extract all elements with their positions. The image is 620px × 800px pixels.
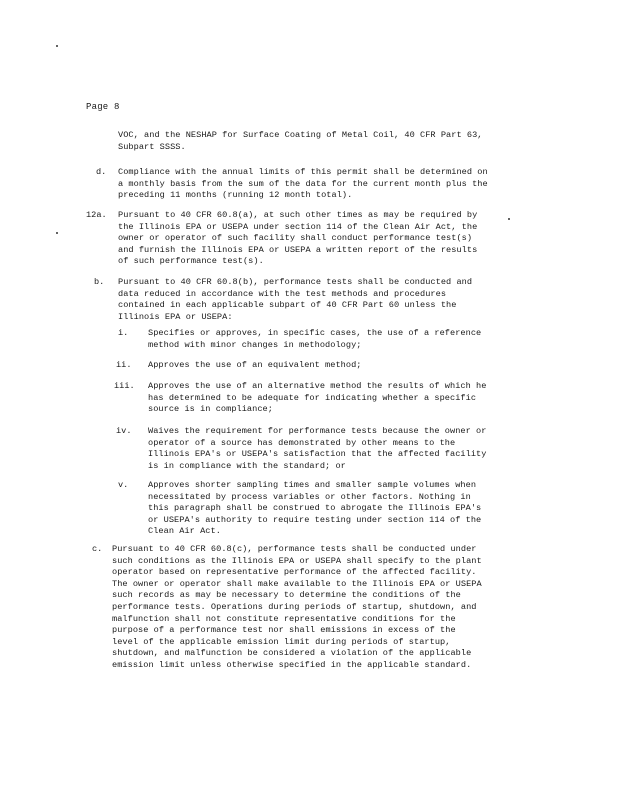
item-marker: 12a. (86, 210, 107, 220)
scan-speck (56, 45, 58, 47)
item-marker: b. (94, 277, 105, 287)
text-line: data reduced in accordance with the test methods and procedures (118, 288, 447, 299)
text-line: the Illinois EPA or USEPA under section 114 of the Clean Air Act, the (118, 221, 478, 232)
page-number-label: Page 8 (86, 102, 120, 112)
subparagraph-i (148, 328, 481, 351)
subitem-marker: i. (118, 328, 129, 338)
text-line: The owner or operator shall make available to the Illinois EPA or USEPA (112, 578, 482, 589)
subparagraph-v (148, 480, 481, 538)
text-line: Clean Air Act. (148, 526, 221, 537)
text-line: Pursuant to 40 CFR 60.8(b), performance tests shall be conducted and (118, 277, 473, 287)
text-line: preceding 11 months (running 12 month total). (118, 190, 353, 201)
subparagraph-ii (148, 360, 362, 372)
continuation-paragraph (118, 130, 483, 153)
text-line: this paragraph shall be construed to abrogate the Illinois EPA's (148, 503, 482, 514)
text-line: and furnish the Illinois EPA or USEPA a written report of the results (118, 244, 478, 255)
text-line: Illinois EPA or USEPA: (118, 311, 233, 322)
text-line: purpose of a performance test nor shall emissions in excess of the (112, 625, 456, 636)
text-line: necessitated by process variables or other factors. Nothing in (148, 491, 471, 502)
paragraph-d (118, 167, 488, 202)
text-line: such conditions as the Illinois EPA or USEPA shall specify to the plant (112, 555, 482, 566)
text-line: or USEPA's authority to require testing under section 114 of the (148, 514, 482, 525)
text-line: level of the applicable emission limit during periods of startup, (112, 636, 451, 647)
text-line: performance tests. Operations during periods of startup, shutdown, and (112, 601, 477, 612)
text-line: is in compliance with the standard; or (148, 460, 346, 471)
text-line: Approves shorter sampling times and smaller sample volumes when (148, 480, 477, 490)
text-line: Illinois EPA's or USEPA's satisfaction that the affected facility (148, 449, 487, 460)
text-line: malfunction shall not constitute representative conditions for the (112, 613, 456, 624)
text-line: such records as may be necessary to determine the conditions of the (112, 590, 461, 601)
text-line: Approves the use of an alternative method the results of which he (148, 381, 487, 391)
text-line: has determined to be adequate for indicating whether a specific (148, 392, 477, 403)
text-line: a monthly basis from the sum of the data for the current month plus the (118, 178, 488, 189)
text-line: emission limit unless otherwise specified in the applicable standard. (112, 659, 472, 670)
paragraph-12a (118, 210, 477, 268)
text-line: VOC, and the NESHAP for Surface Coating of Metal Coil, 40 CFR Part 63, (118, 130, 483, 140)
text-line: Pursuant to 40 CFR 60.8(c), performance tests shall be conducted under (112, 544, 477, 554)
subitem-marker: v. (118, 480, 129, 490)
text-line: Compliance with the annual limits of this permit shall be determined on (118, 167, 488, 177)
text-line: contained in each applicable subpart of 40 CFR Part 60 unless the (118, 300, 457, 311)
text-line: Approves the use of an equivalent method; (148, 360, 362, 370)
paragraph-b (118, 277, 472, 323)
text-line: source is in compliance; (148, 404, 273, 415)
text-line: operator based on representative performance of the affected facility. (112, 567, 477, 578)
text-line: owner or operator of such facility shall conduct performance test(s) (118, 233, 473, 244)
subitem-marker: iii. (114, 381, 135, 391)
text-line: Subpart SSSS. (118, 141, 186, 152)
subparagraph-iv (148, 426, 486, 472)
scan-speck (508, 218, 510, 220)
subitem-marker: iv. (116, 426, 132, 436)
item-marker: c. (92, 544, 103, 554)
text-line: method with minor changes in methodology; (148, 339, 362, 350)
text-line: shutdown, and malfunction be considered a violation of the applicable (112, 648, 472, 659)
text-line: Waives the requirement for performance tests because the owner or (148, 426, 487, 436)
item-marker: d. (96, 167, 107, 177)
scan-speck (56, 232, 58, 234)
text-line: Specifies or approves, in specific cases, the use of a reference (148, 328, 482, 338)
text-line: operator of a source has demonstrated by other means to the (148, 437, 456, 448)
paragraph-c (112, 544, 482, 672)
text-line: of such performance test(s). (118, 256, 264, 267)
text-line: Pursuant to 40 CFR 60.8(a), at such other times as may be required by (118, 210, 478, 220)
subparagraph-iii (148, 381, 486, 416)
subitem-marker: ii. (116, 360, 132, 370)
